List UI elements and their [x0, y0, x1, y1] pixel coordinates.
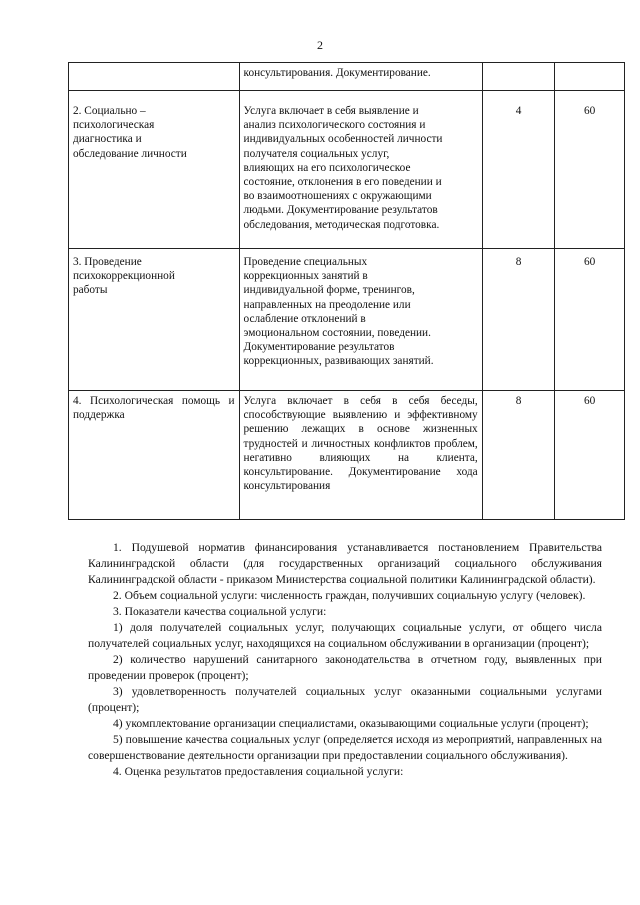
- description-line: во взаимоотношениях с окружающими: [243, 190, 432, 203]
- name-line: психокоррекционной: [73, 270, 175, 283]
- service-name-cell: [69, 91, 240, 249]
- service-name-cell: [69, 63, 240, 91]
- name-line: 2. Социально –: [73, 105, 146, 117]
- name-line: диагностика и: [73, 133, 142, 146]
- description-line: Документирование результатов: [243, 341, 395, 354]
- name-line: 3. Проведение: [73, 256, 142, 268]
- duration-cell: 60: [555, 391, 625, 520]
- service-description-cell: [239, 249, 482, 391]
- table-row: [69, 391, 625, 520]
- description-line: коррекционных, развивающих занятий.: [243, 355, 434, 368]
- description-line: индивидуальной форме, тренингов,: [243, 284, 415, 297]
- table-row: [69, 63, 625, 91]
- description-line: влияющих на его психологическое: [243, 161, 411, 174]
- description-line: эмоциональном состоянии, поведении.: [243, 327, 431, 340]
- page-number: 2: [317, 38, 323, 52]
- description-line: направленных на преодоление или: [243, 298, 411, 311]
- duration-cell: [555, 91, 625, 249]
- description-line: состояние, отклонения в его поведении и: [243, 176, 442, 189]
- count-value: 4: [515, 105, 522, 117]
- notes-section: [88, 540, 602, 780]
- service-description-cell: [239, 91, 482, 249]
- note-paragraph: 5) повышение качества социальных услуг (определяется исходя из мероприятий, направленных на совершенствование деятельности организации при предоставлении социального обслуживания).: [88, 733, 602, 762]
- table-row: [69, 249, 625, 391]
- description-line: Услуга включает в себя выявление и: [243, 105, 419, 117]
- note-paragraph: 3. Показатели качества социальной услуги:: [113, 605, 327, 618]
- description-line: людьми. Документирование результатов: [243, 204, 438, 217]
- name-line: психологическая: [73, 119, 155, 132]
- description-line: анализ психологического состояния и: [243, 119, 426, 132]
- note-paragraph: 3) удовлетворенность получателей социальных услуг оказанными социальными услугами (процент);: [88, 685, 602, 714]
- name-line: обследование личности: [73, 147, 187, 160]
- description-line: консультирования. Документирование.: [243, 67, 431, 79]
- duration-cell: [555, 249, 625, 391]
- description-line: коррекционных занятий в: [243, 270, 368, 283]
- note-paragraph: 4) укомплектование организации специалистами, оказывающими социальные услуги (процент);: [113, 717, 589, 730]
- note-paragraph: 1. Подушевой норматив финансирования устанавливается постановлением Правительства Калининградской области (для государственных организаций социального обслуживания Калининградской области - приказом Министерства социальной политики Калининградской области).: [88, 541, 602, 586]
- description-line: Проведение специальных: [243, 256, 368, 268]
- service-description-cell: [239, 63, 482, 91]
- note-paragraph: 1) доля получателей социальных услуг, получающих социальные услуги, от общего числа получателей социальных услуг, находящихся на социальном обслуживании в организации (процент);: [88, 621, 602, 650]
- note-paragraph: 2. Объем социальной услуги: численность граждан, получивших социальную услугу (человек).: [113, 589, 586, 602]
- table-row: [69, 91, 625, 249]
- duration-value: 60: [584, 105, 596, 117]
- count-value: 8: [515, 256, 522, 268]
- service-description-cell: Услуга включает в себя в себя беседы, способствующие выявлению и эффективному решению лежащих в основе жизненных трудностей и личностных конфликтов проблем, негативно влияющих на клиента, консультирование. Документирование хода консультирования: [239, 391, 482, 520]
- description-line: ослабление отклонений в: [243, 312, 366, 325]
- duration-value: 60: [584, 256, 596, 268]
- duration-cell: [555, 63, 625, 91]
- services-table: [68, 62, 625, 520]
- note-paragraph: 2) количество нарушений санитарного законодательства в отчетном году, выявленных при проведении проверок (процент);: [88, 653, 602, 682]
- service-name-cell: [69, 249, 240, 391]
- note-paragraph: 4. Оценка результатов предоставления социальной услуги:: [113, 765, 404, 778]
- count-cell: [482, 249, 555, 391]
- description-line: обследования, методическая подготовка.: [243, 218, 440, 231]
- count-cell: [482, 63, 555, 91]
- count-cell: [482, 91, 555, 249]
- description-line: получателя социальных услуг,: [243, 147, 390, 160]
- name-line: работы: [73, 284, 108, 297]
- count-cell: 8: [482, 391, 555, 520]
- service-name-cell: 4. Психологическая помощь и поддержка: [69, 391, 240, 520]
- description-line: индивидуальных особенностей личности: [243, 133, 443, 146]
